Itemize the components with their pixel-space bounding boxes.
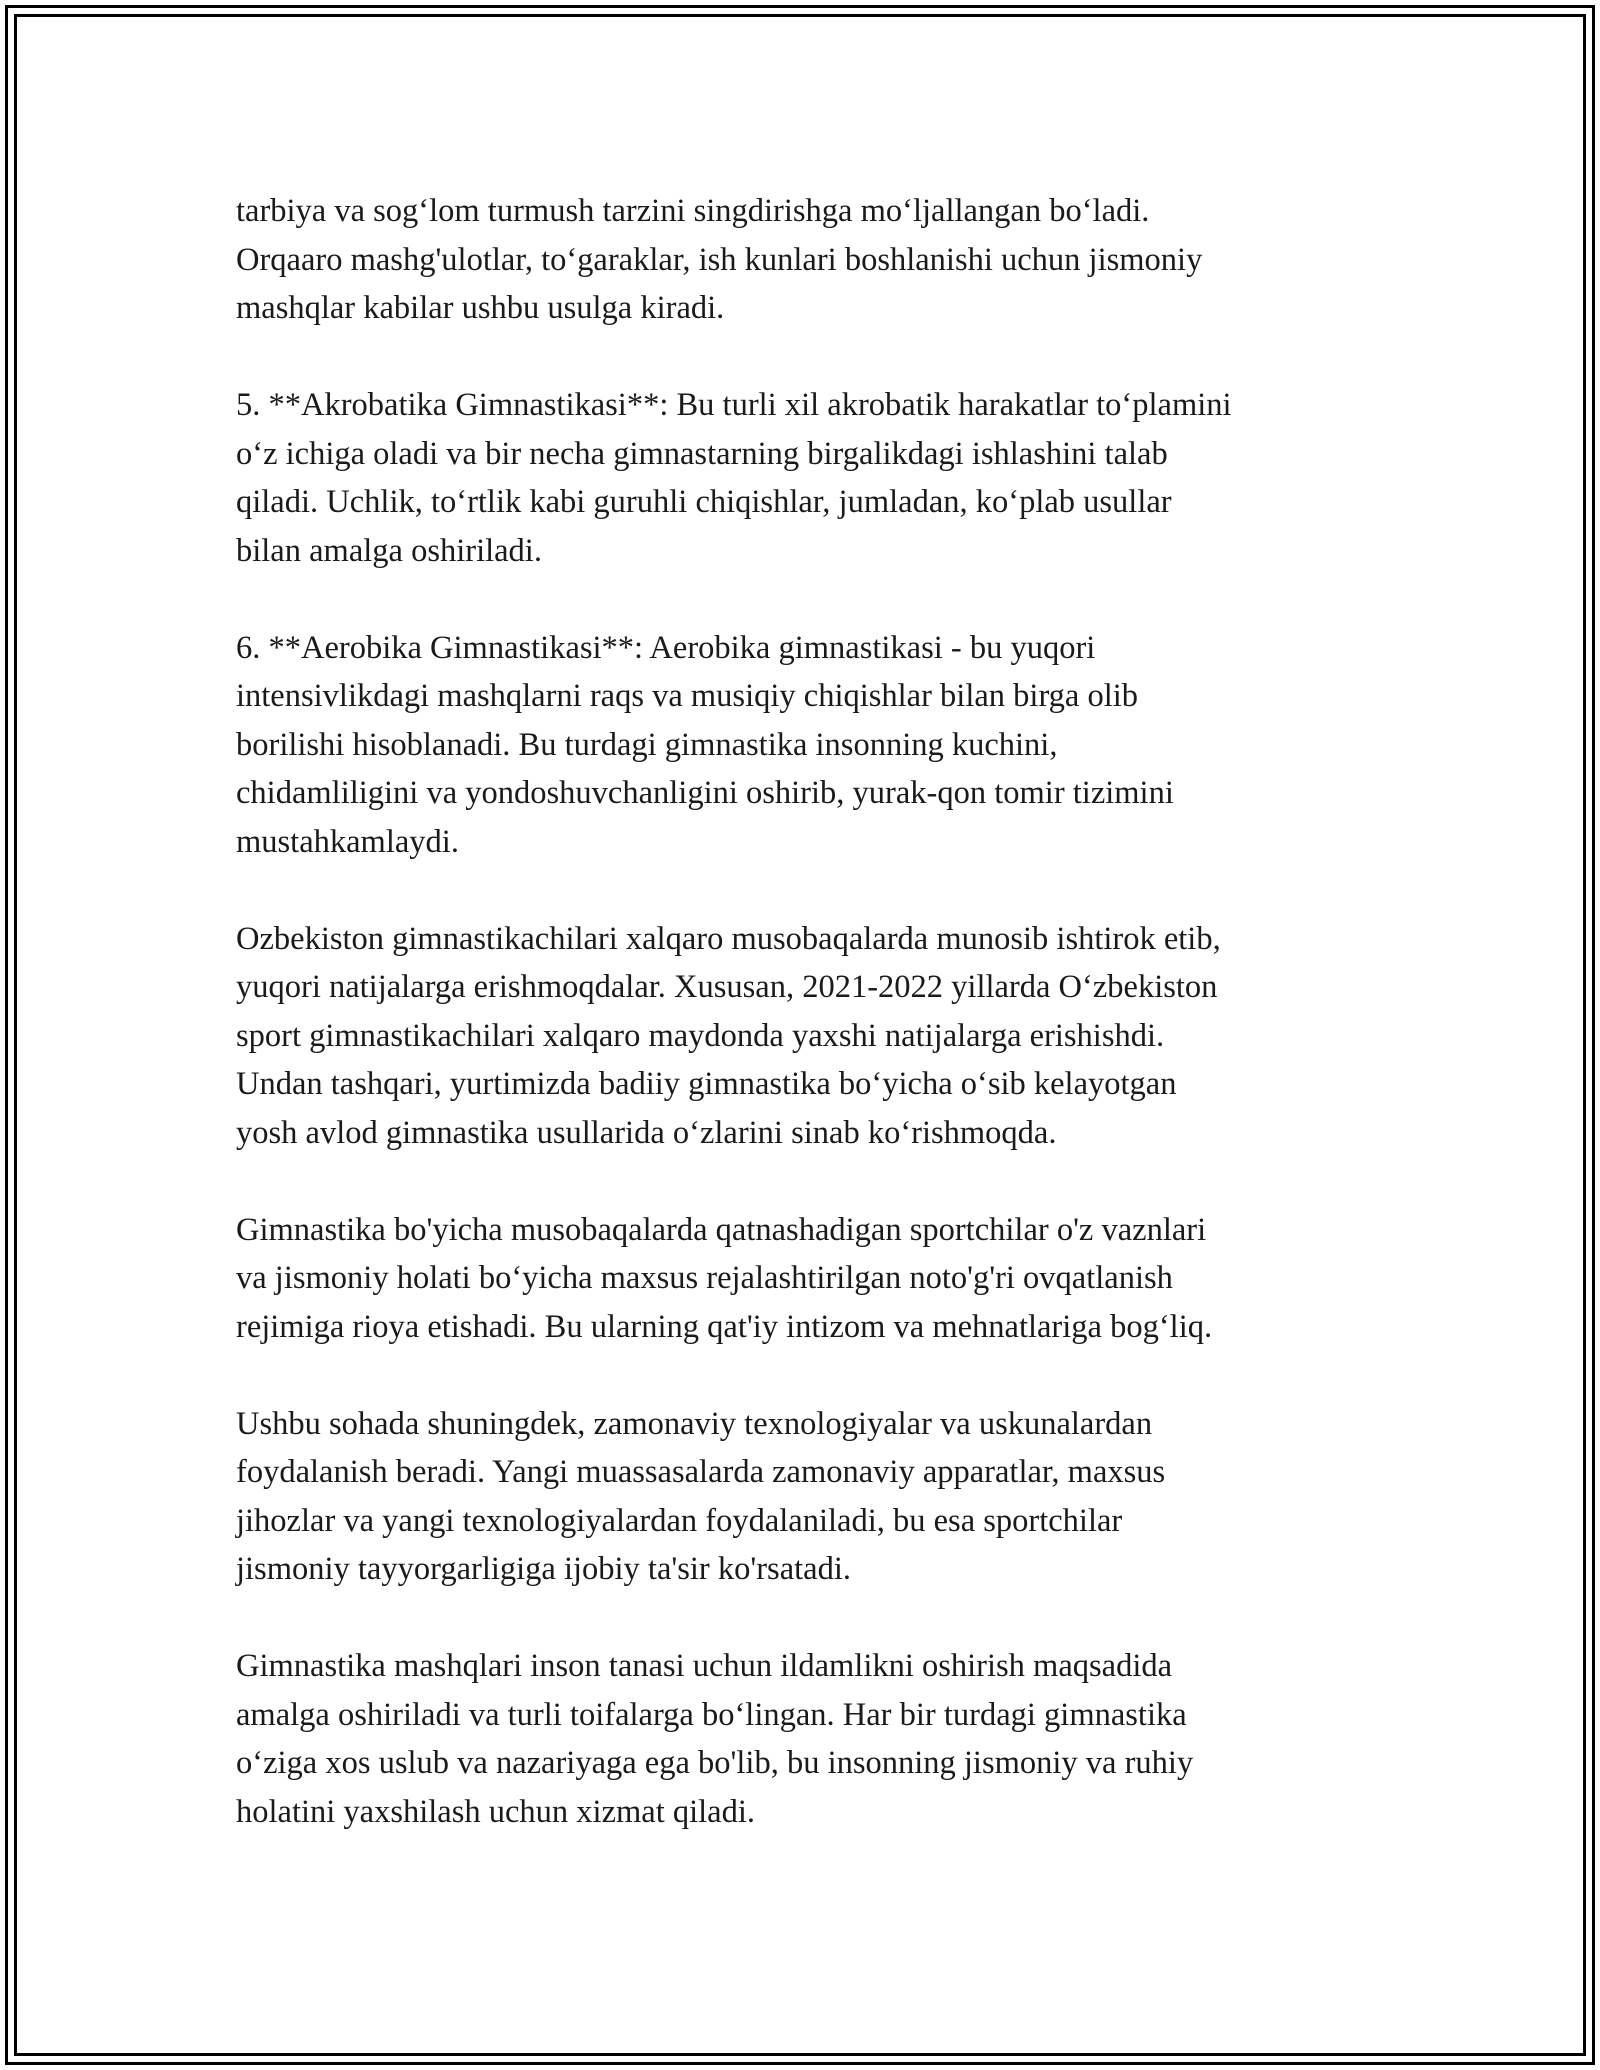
paragraph-5: Gimnastika bo'yicha musobaqalarda qatnashadigan sportchilar o'z vaznlari va jismoniy holati bo‘yicha maxsus rejalashtirilgan noto'g'ri ovqatlanish rejimiga rioya etishadi. Bu ularning qat'iy intizom va mehnatlariga bog‘liq. [236,1211,1213,1345]
paragraph-1: tarbiya va sog‘lom turmush tarzini singdirishga mo‘ljallangan bo‘ladi. Orqaaro mashg'ulotlar, to‘garaklar, ish kunlari boshlanishi uchun jismoniy mashqlar kabilar ushbu usulga kiradi. [236,193,1203,326]
paragraph-2: 5. **Akrobatika Gimnastikasi**: Bu turli xil akrobatik harakatlar to‘plamini o‘z ichiga oladi va bir necha gimnastarning birgalikdagi ishlashini talab qiladi. Uchlik, to‘rtlik kabi guruhli chiqishlar, jumladan, ko‘plab usullar bilan amalga oshiriladi. [236,387,1232,569]
paragraph-6: Ushbu sohada shuningdek, zamonaviy texnologiyalar va uskunalardan foydalanish beradi. Yangi muassasalarda zamonaviy apparatlar, maxsus jihozlar va yangi texnologiyalardan foydalaniladi, bu esa sportchilar jismoniy tayyorgarligiga ijobiy ta'sir ko'rsatadi. [236,1405,1166,1587]
document-body [236,187,1376,1885]
paragraph-7: Gimnastika mashqlari inson tanasi uchun ildamlikni oshirish maqsadida amalga oshiriladi va turli toifalarga bo‘lingan. Har bir turdagi gimnastika o‘ziga xos uslub va nazariyaga ega bo'lib, bu insonning jismoniy va ruhiy holatini yaxshilash uchun xizmat qiladi. [236,1648,1194,1830]
paragraph-3: 6. **Aerobika Gimnastikasi**: Aerobika gimnastikasi - bu yuqori intensivlikdagi mashqlarni raqs va musiqiy chiqishlar bilan birga olib borilishi hisoblanadi. Bu turdagi gimnastika insonning kuchini, chidamliligini va yondoshuvchanligini oshirib, yurak-qon tomir tizimini mustahkamlaydi. [236,629,1174,860]
paragraph-4: Ozbekiston gimnastikachilari xalqaro musobaqalarda munosib ishtirok etib, yuqori natijalarga erishmoqdalar. Xususan, 2021-2022 yillarda O‘zbekiston sport gimnastikachilari xalqaro maydonda yaxshi natijalarga erishishdi. Undan tashqari, yurtimizda badiiy gimnastika bo‘yicha o‘sib kelayotgan yosh avlod gimnastika usullarida o‘zlarini sinab ko‘rishmoqda. [236,920,1221,1151]
